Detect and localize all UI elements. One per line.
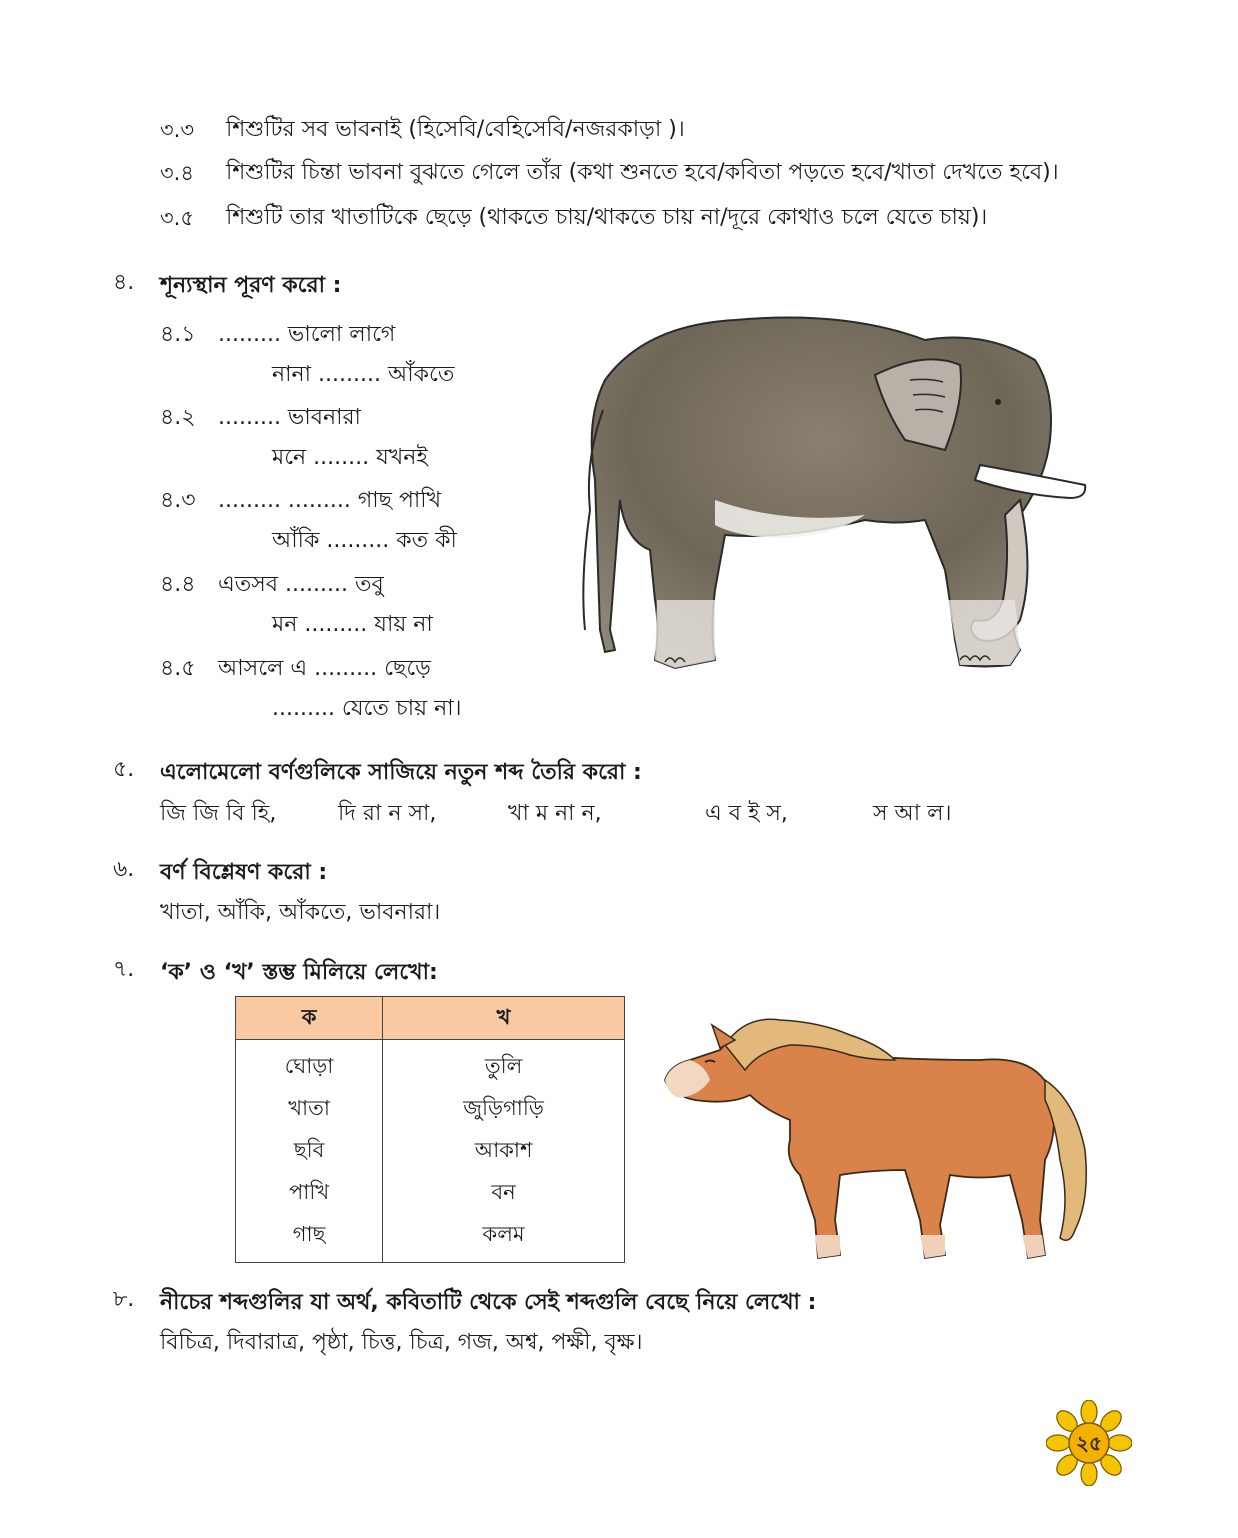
q8-number: ৮. [113, 1287, 135, 1312]
q3-item-text: শিশুটি তার খাতাটিকে ছেড়ে (থাকতে চায়/থাকতে চায় না/দূরে কোথাও চলে যেতে চায়)। [226, 205, 988, 230]
q5-word: এ ব ই স, [705, 801, 788, 826]
q3-item: ৩.৪ [160, 161, 194, 185]
table-cell: কলম [383, 1214, 625, 1263]
q5-word: খা ম না ন, [508, 801, 602, 826]
table-cell: পাখি [236, 1172, 383, 1214]
q4-line: ......... যেতে চায় না। [272, 696, 462, 721]
q5-number: ৫. [113, 757, 135, 782]
q4-line: আসলে এ ......... ছেড়ে [218, 656, 431, 681]
q4-line: ......... ভাবনারা [218, 405, 361, 430]
q6-title: বর্ণ বিশ্লেষণ করো : [160, 860, 328, 885]
q6-text: খাতা, আঁকি, আঁকতে, ভাবনারা। [160, 900, 441, 925]
q3-item: ৩.৫ [160, 206, 194, 230]
table-cell: বন [383, 1172, 625, 1214]
q4-line: ......... ভালো লাগে [218, 322, 396, 347]
q4-line: নানা ......... আঁকতে [272, 362, 455, 387]
column-header-a: ক [236, 997, 383, 1040]
q3-item-text: শিশুটির সব ভাবনাই (হিসেবি/বেহিসেবি/নজরকাড়া )। [226, 117, 685, 142]
table-cell: ছবি [236, 1130, 383, 1172]
q4-line: ......... ......... গাছ পাখি [218, 488, 442, 513]
q4-number: ৪. [113, 270, 135, 295]
q4-line: আঁকি ......... কত কী [272, 528, 457, 553]
table-cell: খাতা [236, 1088, 383, 1130]
q4-item-num: ৪.৫ [160, 656, 196, 681]
page-number: ২৫ [1076, 1431, 1102, 1455]
q5-title: এলোমেলো বর্ণগুলিকে সাজিয়ে নতুন শব্দ তৈরি করো : [160, 760, 642, 785]
q5-word: স আ ল। [873, 801, 952, 826]
q5-word: দি রা ন সা, [338, 801, 437, 826]
table-row [236, 1172, 625, 1214]
q5-word: জি জি বি হি, [160, 801, 277, 826]
q4-line: মন ......... যায় না [272, 612, 433, 637]
q7-number: ৭. [113, 957, 135, 982]
table-row [236, 1088, 625, 1130]
q8-title: নীচের শব্দগুলির যা অর্থ, কবিতাটি থেকে সেই শব্দগুলি বেছে নিয়ে লেখো : [160, 1290, 817, 1315]
q4-item-num: ৪.৪ [160, 572, 196, 597]
table-cell: আকাশ [383, 1130, 625, 1172]
table-cell: জুড়িগাড়ি [383, 1088, 625, 1130]
q6-number: ৬. [113, 857, 135, 882]
table-row [236, 1040, 625, 1089]
table-row [236, 1130, 625, 1172]
q7-title: ‘ক’ ও ‘খ’ স্তম্ভ মিলিয়ে লেখো: [160, 960, 438, 985]
column-header-b: খ [383, 997, 625, 1040]
q4-line: এতসব ......... তবু [218, 572, 384, 597]
table-cell: গাছ [236, 1214, 383, 1263]
q4-item-num: ৪.৩ [160, 488, 196, 513]
table-row [236, 1214, 625, 1263]
q4-item-num: ৪.২ [160, 405, 196, 430]
table-cell: ঘোড়া [236, 1040, 383, 1089]
elephant-illustration [565, 300, 1100, 690]
q8-text: বিচিত্র, দিবারাত্র, পৃষ্ঠা, চিত্ত, চিত্র, গজ, অশ্ব, পক্ষী, বৃক্ষ। [160, 1330, 643, 1355]
q3-item: ৩.৩ [160, 118, 194, 142]
matching-table [235, 996, 625, 1263]
horse-illustration [650, 1000, 1110, 1270]
table-cell: তুলি [383, 1040, 625, 1089]
q4-item-num: ৪.১ [160, 322, 196, 347]
q4-title: শূন্যস্থান পূরণ করো : [160, 273, 342, 298]
q3-item-text: শিশুটির চিন্তা ভাবনা বুঝতে গেলে তাঁর (কথা শুনতে হবে/কবিতা পড়তে হবে/খাতা দেখতে হবে)। [226, 160, 1059, 185]
q4-line: মনে ........ যখনই [272, 445, 428, 470]
